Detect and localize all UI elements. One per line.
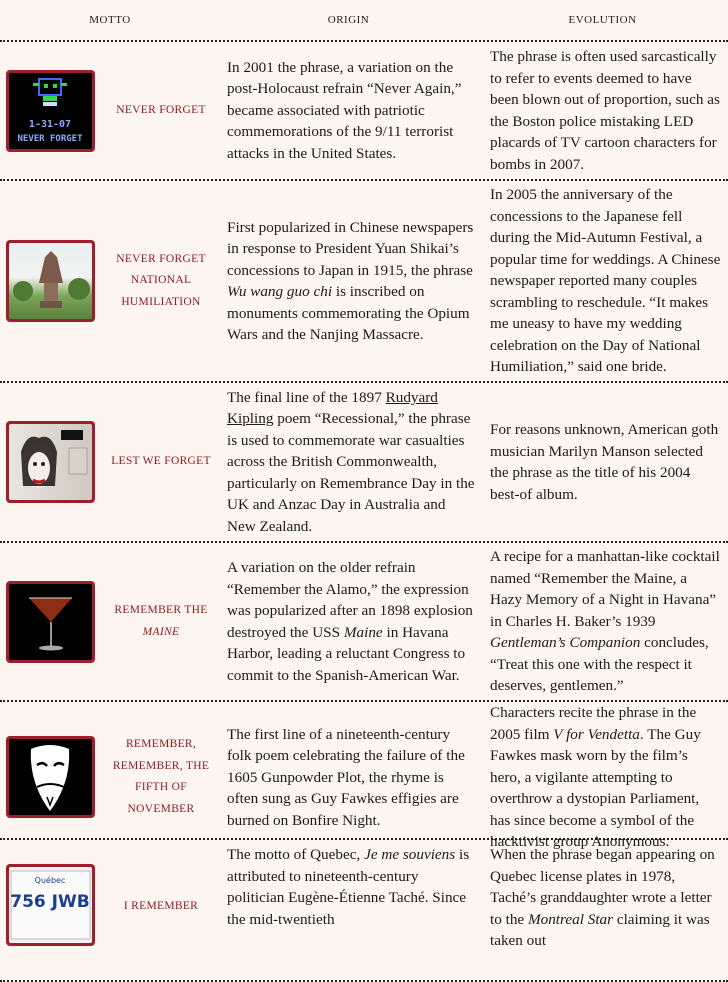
table-row	[0, 543, 728, 702]
table-row	[0, 42, 728, 181]
header-evolution: EVOLUTION	[568, 14, 637, 26]
cocktail-image	[6, 581, 95, 663]
album-cover-image	[6, 421, 95, 503]
pixel-caption: NEVER FORGET	[17, 133, 83, 144]
monument-image	[6, 240, 95, 322]
mask-image	[6, 736, 95, 818]
face-portrait-icon	[9, 424, 92, 500]
kipling-link[interactable]: Rudyard Kipling	[227, 388, 438, 428]
monument-icon	[9, 243, 92, 319]
origin-text: The final line of the 1897 Rudyard Kipling poem “Recessional,” the phrase is used to commemorate war casualties across the British Commonwealth, particularly on Remembrance Day in the UK and Anzac Day in Australia and New Zealand.	[227, 388, 475, 535]
svg-text:756 JWB: 756 JWB	[10, 892, 90, 912]
motto-label: LEST WE FORGET	[111, 455, 211, 468]
svg-text:Québec: Québec	[34, 876, 66, 885]
guy-fawkes-mask-icon	[9, 739, 92, 815]
evolution-text: For reasons unknown, American goth musician Marilyn Manson selected the phrase as the title of his 2004 best-of album.	[490, 421, 719, 503]
motto-label: REMEMBER, REMEMBER, THE FIFTH OF NOVEMBER	[112, 738, 210, 815]
motto-label: NEVER FORGET NATIONAL HUMILIATION	[116, 252, 206, 308]
table-row	[0, 383, 728, 543]
table-row	[0, 181, 728, 383]
cocktail-glass-icon	[9, 584, 92, 660]
origin-text: First popularized in Chinese newspapers in response to President Yuan Shikai’s concessions to Japan in 1915, the phrase Wu wang guo chi is inscribed on monuments commemorating the Opium Wars and the Nanjing Massacre.	[227, 218, 474, 343]
pixel-date: 1-31-07	[28, 118, 72, 130]
header-motto: MOTTO	[89, 14, 131, 26]
origin-text: In 2001 the phrase, a variation on the post-Holocaust refrain “Never Again,” became associated with patriotic commemorations of the 9/11 terrorist attacks in the United States.	[227, 58, 462, 162]
evolution-text: The phrase is often used sarcastically to refer to events deemed to have been blown out of proportion, such as the Boston police mistaking LED placards of TV cartoon characters for bombs in 2007.	[490, 48, 720, 173]
origin-text: A variation on the older refrain “Remember the Alamo,” the expression was popularized after an 1898 explosion destroyed the USS Maine in Havana Harbor, leading a reluctant Congress to commit to the Spanish-American War.	[227, 559, 473, 684]
motto-label: NEVER FORGET	[116, 103, 206, 116]
evolution-text: Characters recite the phrase in the 2005 film V for Vendetta. The Guy Fawkes mask worn by the film’s hero, a vigilante attempting to overthrow a dystopian Parliament, has since become a symbol of the hacktivist group Anonymous.	[490, 704, 701, 850]
motto-label: REMEMBER THE MAINE	[114, 604, 208, 638]
table-header	[0, 0, 728, 42]
license-plate-image	[6, 864, 95, 946]
origin-text: The first line of a nineteenth-century folk poem celebrating the failure of the 1605 Gunpowder Plot, the rhyme is often sung as Guy Fawkes effigies are burned on Bonfire Night.	[227, 725, 465, 829]
header-origin: ORIGIN	[327, 14, 370, 26]
robot-pixel-icon	[9, 73, 92, 149]
evolution-text: A recipe for a manhattan-like cocktail named “Remember the Maine, a Hazy Memory of a Night in Havana” in Charles H. Baker’s 1939 Gentleman’s Companion concludes, “Treat this one with the respect it deserves, gentlemen.”	[490, 548, 720, 695]
table-row	[0, 702, 728, 850]
evolution-text: In 2005 the anniversary of the concessions to the Japanese fell during the Mid-Autumn Festival, a popular time for weddings. A Chinese newspaper reported many couples scrambling to reschedule. “It makes me uneasy to have my wedding celebration on the Day of National Humiliation,” said one bride.	[490, 186, 721, 376]
table-row	[0, 840, 728, 982]
never-forget-image	[6, 70, 95, 152]
license-plate-icon	[9, 867, 92, 943]
origin-text: The motto of Quebec, Je me souviens is attributed to nineteenth-century politician Eugène-Étienne Taché. Since the mid-twentieth	[227, 846, 470, 928]
evolution-text: When the phrase began appearing on Quebec license plates in 1978, Taché’s granddaughter wrote a letter to the Montreal Star claiming it was taken out	[490, 846, 715, 949]
motto-label: I REMEMBER	[123, 900, 199, 912]
